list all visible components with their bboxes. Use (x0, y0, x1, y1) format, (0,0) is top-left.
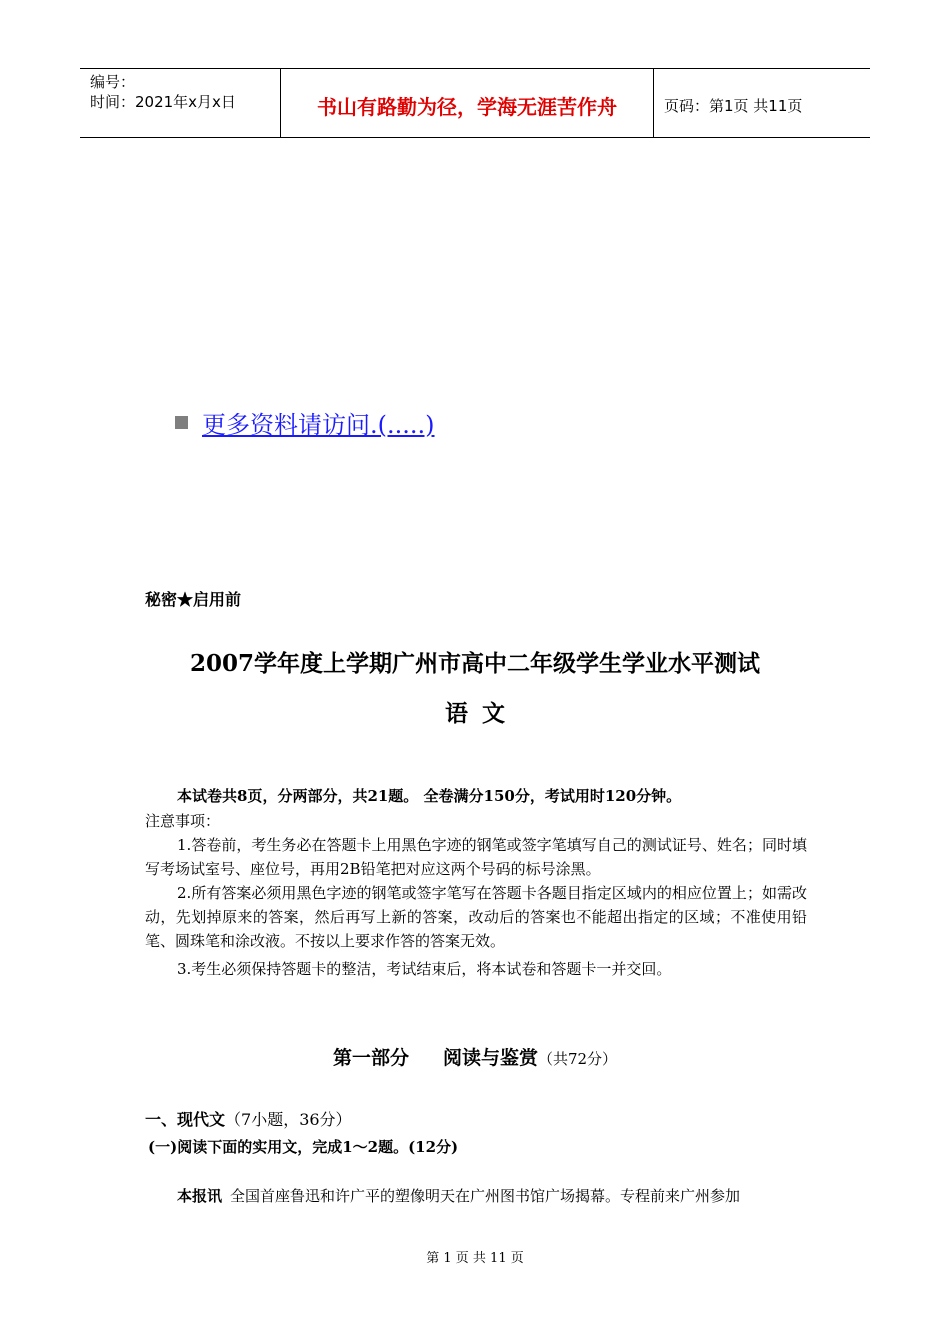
header-table (80, 68, 870, 138)
resource-link[interactable]: 更多资料请访问.(.....) (202, 411, 435, 439)
page-info: 页码：第1页 共11页 (664, 96, 803, 115)
header-left-cell (80, 69, 281, 137)
report-lead: 本报讯 (177, 1187, 223, 1205)
part-note: （共72分） (537, 1050, 618, 1068)
square-bullet-icon (175, 416, 188, 429)
note-item: 3.考生必须保持答题卡的整洁，考试结束后，将本试卷和答题卡一并交回。 (177, 960, 672, 978)
exam-intro: 本试卷共8页，分两部分，共21题。 全卷满分150分，考试用时120分钟。 (177, 787, 682, 805)
note-item: 2.所有答案必须用黑色字迹的钢笔或签字笔写在答题卡各题目指定区域内的相应位置上；如需改动，先划掉原来的答案，然后再写上新的答案，改动后的答案也不能超出指定的区域；不准使用铅笔、圆珠笔和涂改液。不按以上要求作答的答案无效。 (145, 884, 807, 950)
subject-title: 语文 (445, 700, 519, 727)
notes-title: 注意事项： (145, 812, 221, 830)
motto: 书山有路勤为径，学海无涯苦作舟 (281, 69, 654, 137)
subsection-heading: (一)阅读下面的实用文，完成1～2题。(12分) (148, 1138, 459, 1156)
part-title: 阅读与鉴赏 (442, 1047, 538, 1069)
part-heading (0, 1043, 950, 1070)
section-note: （7小题，36分） (225, 1110, 352, 1129)
time-label: 时间：2021年x月x日 (90, 93, 236, 111)
resource-link-line (175, 405, 435, 440)
secret-label: 秘密★启用前 (145, 590, 242, 609)
section-name: 一、现代文 (145, 1110, 226, 1129)
exam-title: 2007学年度上学期广州市高中二年级学生学业水平测试 (189, 650, 760, 677)
note-item: 1.答卷前，考生务必在答题卡上用黑色字迹的钢笔或签字笔填写自己的测试证号、姓名；同时填写考场试室号、座位号，再用2B铅笔把对应这两个号码的标号涂黑。 (145, 836, 807, 878)
report-text: 全国首座鲁迅和许广平的塑像明天在广州图书馆广场揭幕。专程前来广州参加 (230, 1187, 741, 1205)
report-paragraph (177, 1185, 740, 1206)
page-footer: 第 1 页 共 11 页 (426, 1251, 524, 1266)
number-label: 编号： (90, 73, 136, 91)
part-name: 第一部分 (332, 1047, 409, 1069)
section-heading (145, 1107, 352, 1130)
